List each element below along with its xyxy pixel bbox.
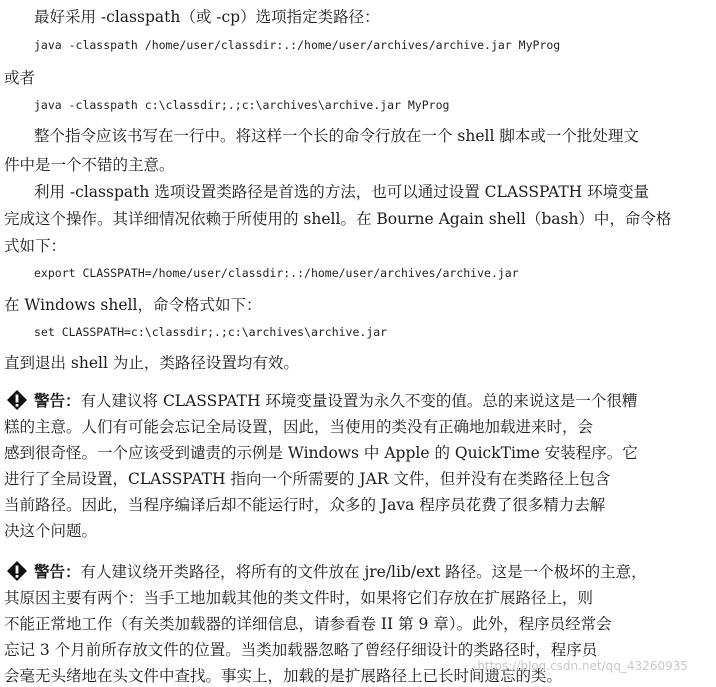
- warning-1-label: 警告：: [34, 391, 81, 410]
- warning-2-line1: [34, 560, 647, 582]
- warning-2-line5: 会毫无头绪地在头文件中查找。事实上，加载的是扩展路径上已长时间遗忘的类。: [4, 667, 563, 685]
- code-set-classpath: set CLASSPATH=c:\classdir;.;c:\archives\archive.jar: [34, 325, 388, 339]
- warning-1-line4: 进行了全局设置，CLASSPATH 指向一个所需要的 JAR 文件，但并没有在类路径上包含: [4, 470, 611, 488]
- paragraph-or: 或者: [4, 69, 36, 87]
- warning-1-line6: 决这个问题。: [4, 522, 98, 540]
- warning-1-line1: [34, 389, 637, 411]
- paragraph-windows-shell: 在 Windows shell，命令格式如下：: [4, 296, 262, 314]
- warning-diamond-icon: [6, 560, 28, 582]
- warning-2-line3: 不能正常地工作（有关类加载器的详细信息，请参看卷 II 第 9 章）。此外，程序员经常会: [4, 615, 612, 633]
- paragraph-valid-until-exit: 直到退出 shell 为止，类路径设置均有效。: [4, 354, 299, 372]
- paragraph-one-line-line1: 整个指令应该书写在一行中。将这样一个长的命令行放在一个 shell 脚本或一个批处理文: [34, 127, 639, 145]
- watermark: https://blog.csdn.net/qq_43260935: [477, 659, 688, 673]
- warning-1-line3: 感到很奇怪。一个应该受到谴责的示例是 Windows 中 Apple 的 QuickTime 安装程序。它: [4, 444, 638, 462]
- warning-2-label: 警告：: [34, 562, 81, 581]
- paragraph-classpath-intro: 最好采用 -classpath（或 -cp）选项指定类路径：: [34, 8, 380, 26]
- paragraph-one-line-line2: 件中是一个不错的主意。: [4, 156, 175, 174]
- code-export-classpath: export CLASSPATH=/home/user/classdir:.:/home/user/archives/archive.jar: [34, 266, 519, 280]
- warning-1-text: 有人建议将 CLASSPATH 环境变量设置为永久不变的值。总的来说这是一个很糟: [80, 392, 638, 410]
- warning-2-line2: 其原因主要有两个：当手工地加载其他的类文件时，如果将它们存放在扩展路径上，则: [4, 589, 594, 607]
- warning-2-line4: 忘记 3 个月前所存放文件的位置。当类加载器忽略了曾经仔细设计的类路径时，程序员: [4, 641, 598, 659]
- warning-2-text: 有人建议绕开类路径，将所有的文件放在 jre/lib/ext 路径。这是一个极坏的主意，: [80, 563, 647, 581]
- warning-1-line5: 当前路径。因此，当程序编译后却不能运行时，众多的 Java 程序员花费了很多精力去解: [4, 496, 606, 514]
- warning-1-line2: 糕的主意。人们有可能会忘记全局设置，因此，当使用的类没有正确地加载进来时，会: [4, 418, 594, 436]
- code-example-unix: java -classpath /home/user/classdir:.:/home/user/archives/archive.jar MyProg: [34, 38, 561, 52]
- code-example-windows: java -classpath c:\classdir;.;c:\archives\archive.jar MyProg: [34, 98, 450, 112]
- paragraph-env-var-line3: 式如下：: [4, 237, 67, 255]
- warning-diamond-icon: [6, 389, 28, 411]
- paragraph-env-var-line1: 利用 -classpath 选项设置类路径是首选的方法，也可以通过设置 CLASSPATH 环境变量: [34, 183, 650, 201]
- paragraph-env-var-line2: 完成这个操作。其详细情况依赖于所使用的 shell。在 Bourne Again shell（bash）中，命令格: [4, 210, 672, 228]
